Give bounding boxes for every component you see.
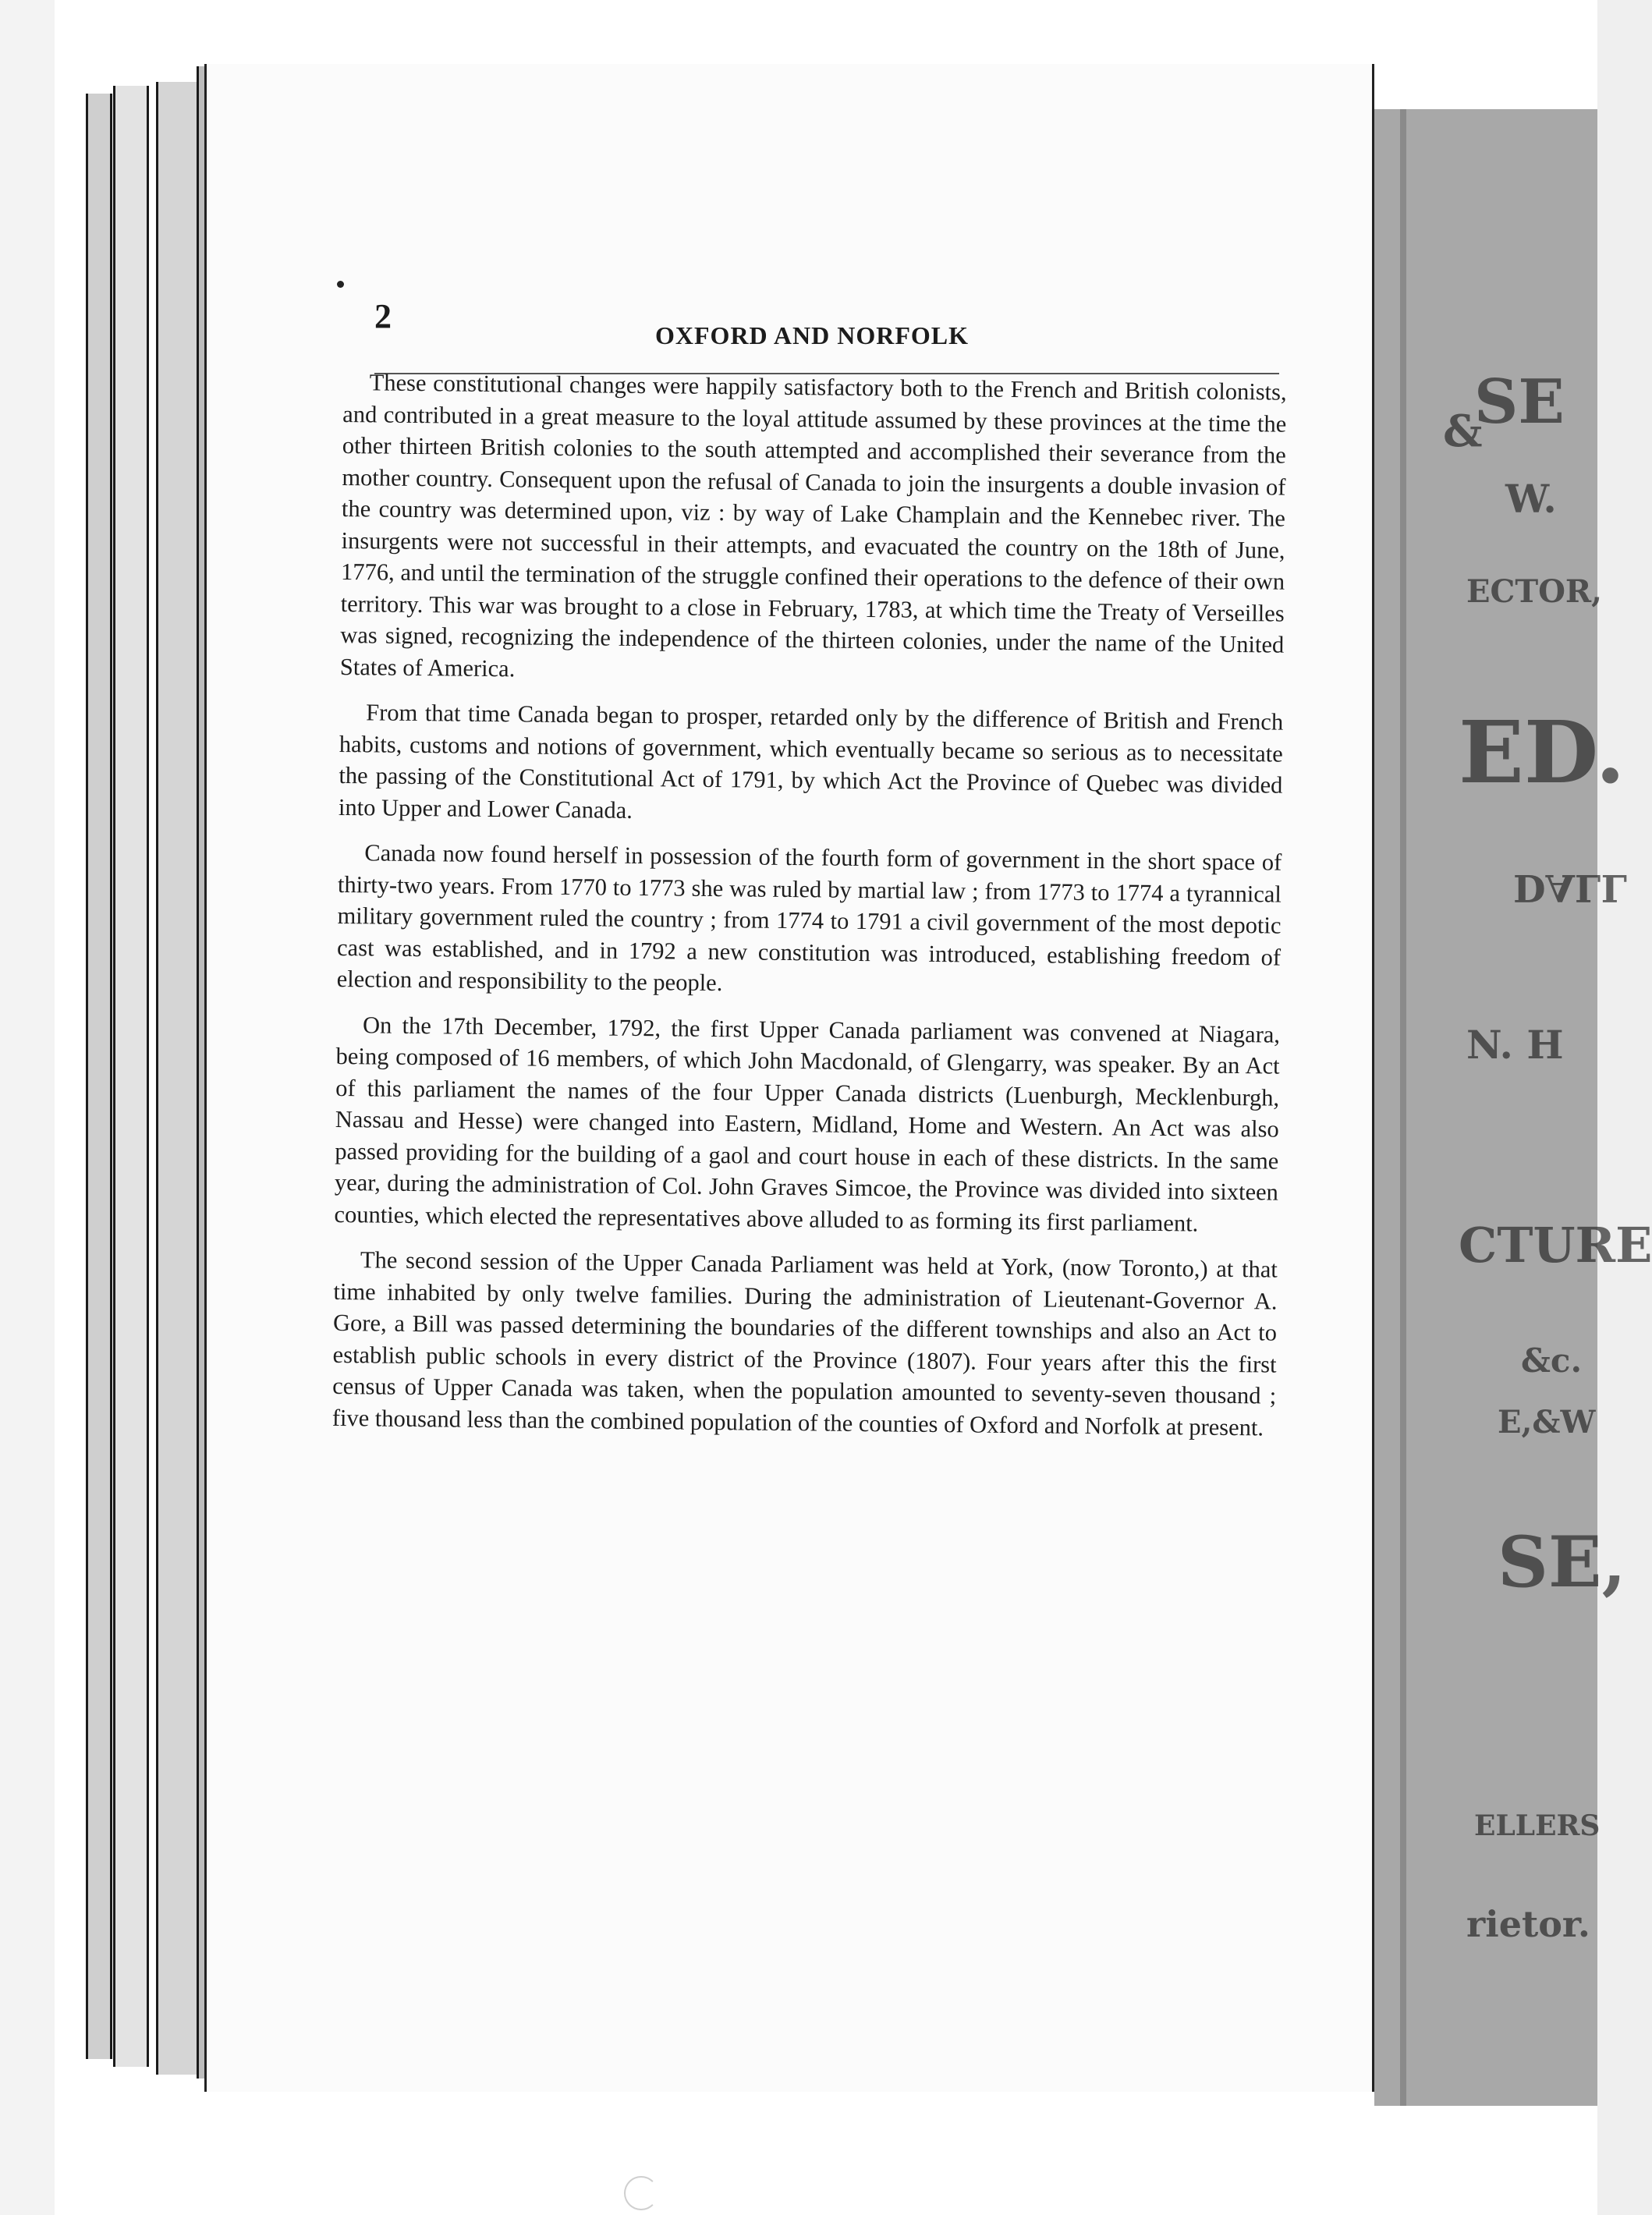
- cover-fragment: N. H: [1466, 1022, 1564, 1068]
- cover-fragment: W.: [1505, 476, 1557, 522]
- cover-fragment: ED.: [1459, 702, 1625, 803]
- cover-edge: [1400, 109, 1406, 2106]
- cover-fragment: CTURE: [1459, 1217, 1652, 1274]
- paragraph: From that time Canada began to prosper, retarded only by the difference of British and French habits, customs and notions of government, which eventually became so serious as to necessitate the passing of the Constitutional Act of 1791, by which Act the Province of Quebec was divided into Upper and Lower Canada.: [338, 699, 1284, 824]
- scan-margin: [0, 0, 55, 2215]
- cover-fragment: DALL: [1513, 866, 1628, 909]
- paragraph: These constitutional changes were happily satisfactory both to the French and British colonists, and contributed in a great measure to the loyal attitude assumed by these provinces at the time the other thirteen British colonies to the south attempted and accomplished their severance from the mother country. Consequent upon the refusal of Canada to join the insurgents a double invasion of the country was determined upon, viz : by way of Lake Champlain and the Kennebec river. The insurgents were not successful in their attempts, and evacuated the country on the 18th of June, 1776, and until the termination of the struggle confined their operations to the defence of their own territory. This war was brought to a close in February, 1783, at which time the Treaty of Verseilles was signed, recognizing the independence of the thirteen colonies, under the name of the United States of America.: [339, 369, 1287, 682]
- paragraph: Canada now found herself in possession of the fourth form of government in the short space of thirty-two years. From 1770 to 1773 she was ruled by martial law ; from 1773 to 1774 a tyrannical military government ruled the country ; from 1774 to 1791 a civil government of the most depotic cast was established, and in 1792 a new constitution was introduced, establishing freedom of election and responsibility to the people.: [336, 839, 1282, 997]
- page-number: 2: [374, 297, 392, 335]
- cover-fragment: &c.: [1521, 1341, 1583, 1380]
- cover-fragment: SE,: [1498, 1521, 1626, 1604]
- page-body: [331, 360, 1287, 1458]
- paragraph: The second session of the Upper Canada Parliament was held at York, (now Toronto,) at that time inhabited by only twelve families. During the administration of Lieutenant-Governor A. Gore, a Bill was passed determining the boundaries of the different townships and also an Act to establish public schools in every district of the Province (1807). Four years after this the first census of Upper Canada was taken, when the population amounted to seventy-seven thousand ; five thousand less than the combined population of the counties of Oxford and Norfolk at present.: [331, 1246, 1278, 1441]
- cover-fragment: ELLERS: [1474, 1809, 1601, 1842]
- page-stack-edge: [86, 94, 112, 2059]
- ink-dot: [337, 281, 344, 288]
- pencil-mark: [624, 2176, 658, 2210]
- running-head: OXFORD AND NORFOLK: [655, 321, 969, 349]
- cover-fragment: &: [1443, 406, 1483, 457]
- page-stack-edge: [113, 86, 149, 2067]
- cover-fragment: rietor.: [1466, 1903, 1590, 1945]
- paragraph: On the 17th December, 1792, the first Upper Canada parliament was convened at Niagara, being composed of 16 members, of which John Macdonald, of Glengarry, was speaker. By an Act of this parliament the names of the four Upper Canada districts (Luenburgh, Mecklenburgh, Nassau and Hesse) were changed into Eastern, Midland, Home and Western. An Act was also passed providing for the building of a gaol and court house in each of these districts. In the same year, during the administration of Col. John Graves Simcoe, the Province was divided into sixteen counties, which elected the representatives above alluded to as forming its first parliament.: [334, 1011, 1281, 1237]
- cover-fragment: ECTOR,: [1466, 573, 1603, 610]
- page-stack-edge: [156, 82, 200, 2075]
- cover-fragment: SE: [1474, 367, 1565, 438]
- cover-fragment: E,&W: [1498, 1404, 1596, 1441]
